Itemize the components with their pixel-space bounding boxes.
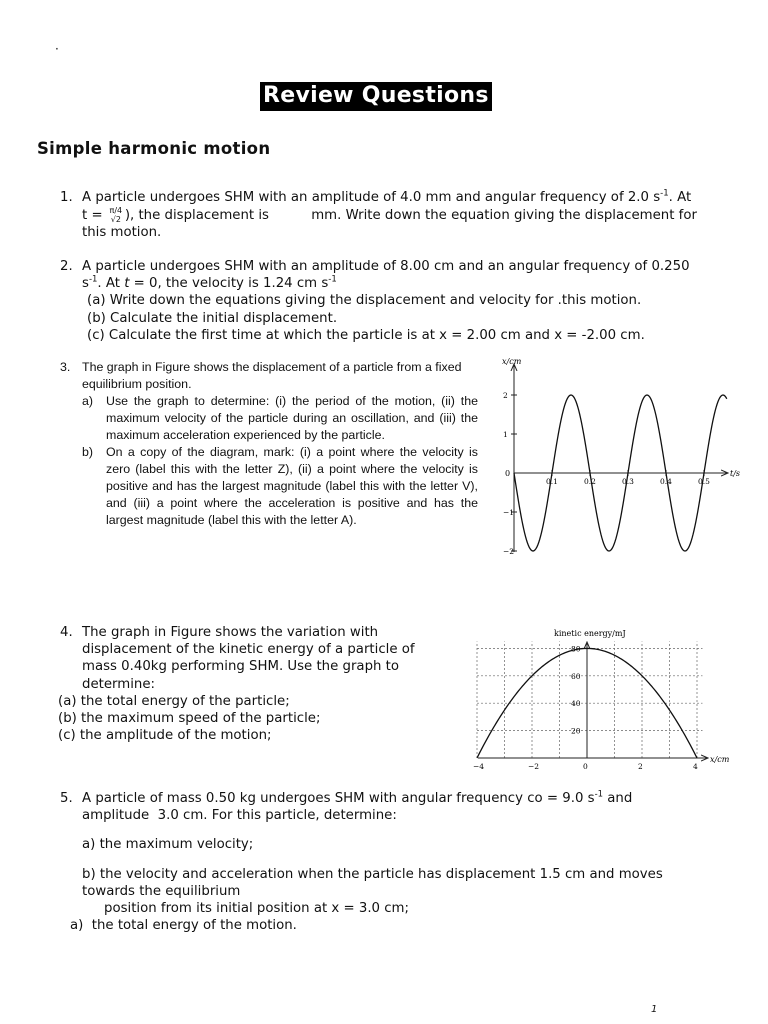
q4-intro: The graph in Figure shows the variation with displacement of the kinetic energy of a particle of mass 0.40kg performing SHM. Use the graph to determine: — [82, 625, 415, 692]
q1-text-end: . At — [668, 190, 692, 205]
x-tick-label: 2 — [638, 762, 643, 771]
q4-part-a: (a) the total energy of the particle; — [58, 693, 290, 709]
q2-unit: s — [82, 276, 89, 292]
x-tick-label: 0.2 — [584, 477, 596, 486]
q5-sup: -1 — [594, 789, 604, 800]
q5-part-a: a) the maximum velocity; — [82, 837, 254, 853]
x-tick-label: 0.4 — [660, 477, 672, 486]
displacement-time-graph — [488, 352, 744, 568]
question-3 — [60, 359, 478, 529]
y-tick-label: 2 — [503, 391, 508, 400]
kinetic-energy-graph — [466, 622, 738, 778]
q5-text: A particle of mass 0.50 kg undergoes SHM with angular frequency co = 9.0 s — [82, 791, 595, 806]
q1-fraction-top: π/4 — [109, 206, 123, 216]
x-tick-label: 0 — [583, 762, 588, 771]
q2-part-c: (c) Calculate the first time at which the particle is at x = 2.00 cm and x = -2.00 cm. — [87, 327, 645, 343]
origin-label: 0 — [505, 469, 511, 478]
question-number: 1. — [60, 190, 73, 205]
q2-part-b: (b) Calculate the initial displacement. — [87, 310, 338, 326]
question-4 — [58, 624, 442, 744]
y-tick-label: 1 — [503, 430, 508, 439]
page-mark: · — [55, 42, 59, 56]
q2-sup-2: -1 — [328, 274, 337, 285]
question-number: 3. — [60, 360, 71, 374]
q1-text-2: ), the displacement is mm. Write down the equation giving the displacement for — [124, 208, 697, 224]
q3-part-b-label: b) — [82, 445, 94, 459]
q4-part-c: (c) the amplitude of the motion; — [58, 728, 272, 744]
q4-part-b: (b) the maximum speed of the particle; — [58, 711, 321, 727]
x-axis-label: t/s — [730, 469, 741, 478]
q5-part-b: b) the velocity and acceleration when the particle has displacement 1.5 cm and moves — [82, 866, 663, 882]
y-tick-label: 40 — [571, 699, 581, 709]
q5-part-b-3: position from its initial position at x = 3.0 cm; — [104, 901, 409, 917]
x-tick-label: 0.5 — [698, 477, 710, 486]
q5-text-2: amplitude 3.0 cm. For this particle, determine: — [82, 808, 397, 824]
question-number: 2. — [60, 259, 73, 274]
q3-part-b — [82, 444, 478, 529]
q3-intro: The graph in Figure shows the displacement of a particle from a fixed equilibrium position. — [82, 360, 462, 391]
y-tick-label: 80 — [571, 644, 581, 654]
q2-part-a: (a) Write down the equations giving the displacement and velocity for .this motion. — [87, 293, 642, 309]
q5-text-end: and — [603, 791, 633, 806]
page-number: 1 — [651, 1004, 658, 1015]
question-1 — [60, 188, 742, 242]
q1-sup: -1 — [660, 188, 669, 199]
x-tick-label: 4 — [693, 762, 698, 771]
question-number: 4. — [60, 625, 73, 640]
q2-sup: -1 — [88, 274, 98, 285]
q5-part-c: a) the total energy of the motion. — [70, 918, 297, 934]
x-tick-label: −4 — [473, 762, 485, 771]
q1-fraction — [107, 206, 125, 224]
q2-text-3: = 0, the velocity is 1.24 cm s — [129, 276, 329, 292]
question-2 — [60, 258, 742, 344]
x-axis-label: x/cm — [710, 755, 730, 764]
q2-text: A particle undergoes SHM with an amplitude of 8.00 cm and an angular frequency of 0.250 — [82, 259, 690, 274]
q3-part-b-text: On a copy of the diagram, mark: (i) a point where the velocity is zero (label this with the letter Z), (ii) a point where the velocity is positive and has the largest magnitude (label this with the letter V), and (iii) a point where the acceleration is positive and has the largest magnitude (label this with the letter A). — [106, 445, 478, 527]
x-tick-label: 0.3 — [622, 477, 634, 486]
q1-text-3: this motion. — [82, 225, 162, 241]
question-5 — [60, 789, 742, 934]
q1-text: A particle undergoes SHM with an amplitude of 4.0 mm and angular frequency of 2.0 s — [82, 190, 661, 205]
x-tick-label: 0.1 — [546, 477, 558, 486]
y-tick-label: 20 — [571, 726, 581, 736]
question-number: 5. — [60, 791, 73, 806]
y-tick-label: −1 — [503, 508, 515, 517]
q2-t-symbol: t — [124, 276, 130, 292]
section-heading: Simple harmonic motion — [37, 139, 271, 158]
y-axis-label: x/cm — [502, 357, 522, 366]
q3-part-a-label: a) — [82, 394, 94, 408]
q1-fraction-bottom: √2 — [110, 215, 121, 225]
q3-part-a-text: Use the graph to determine: (i) the period of the motion, (ii) the maximum velocity of the particle during an oscillation, and (iii) the maximum acceleration experienced by the particle. — [106, 394, 478, 442]
x-tick-label: −2 — [528, 762, 540, 771]
q5-part-b-2: towards the equilibrium — [82, 883, 241, 899]
y-axis-label: kinetic energy/mJ — [554, 629, 626, 638]
q3-part-a — [82, 393, 478, 444]
q2-text-2: . At — [97, 276, 125, 292]
page-title: Review Questions — [260, 82, 492, 111]
y-tick-label: 60 — [571, 671, 581, 681]
y-tick-label: −2 — [503, 547, 515, 556]
q1-time-label: t = — [82, 208, 107, 224]
